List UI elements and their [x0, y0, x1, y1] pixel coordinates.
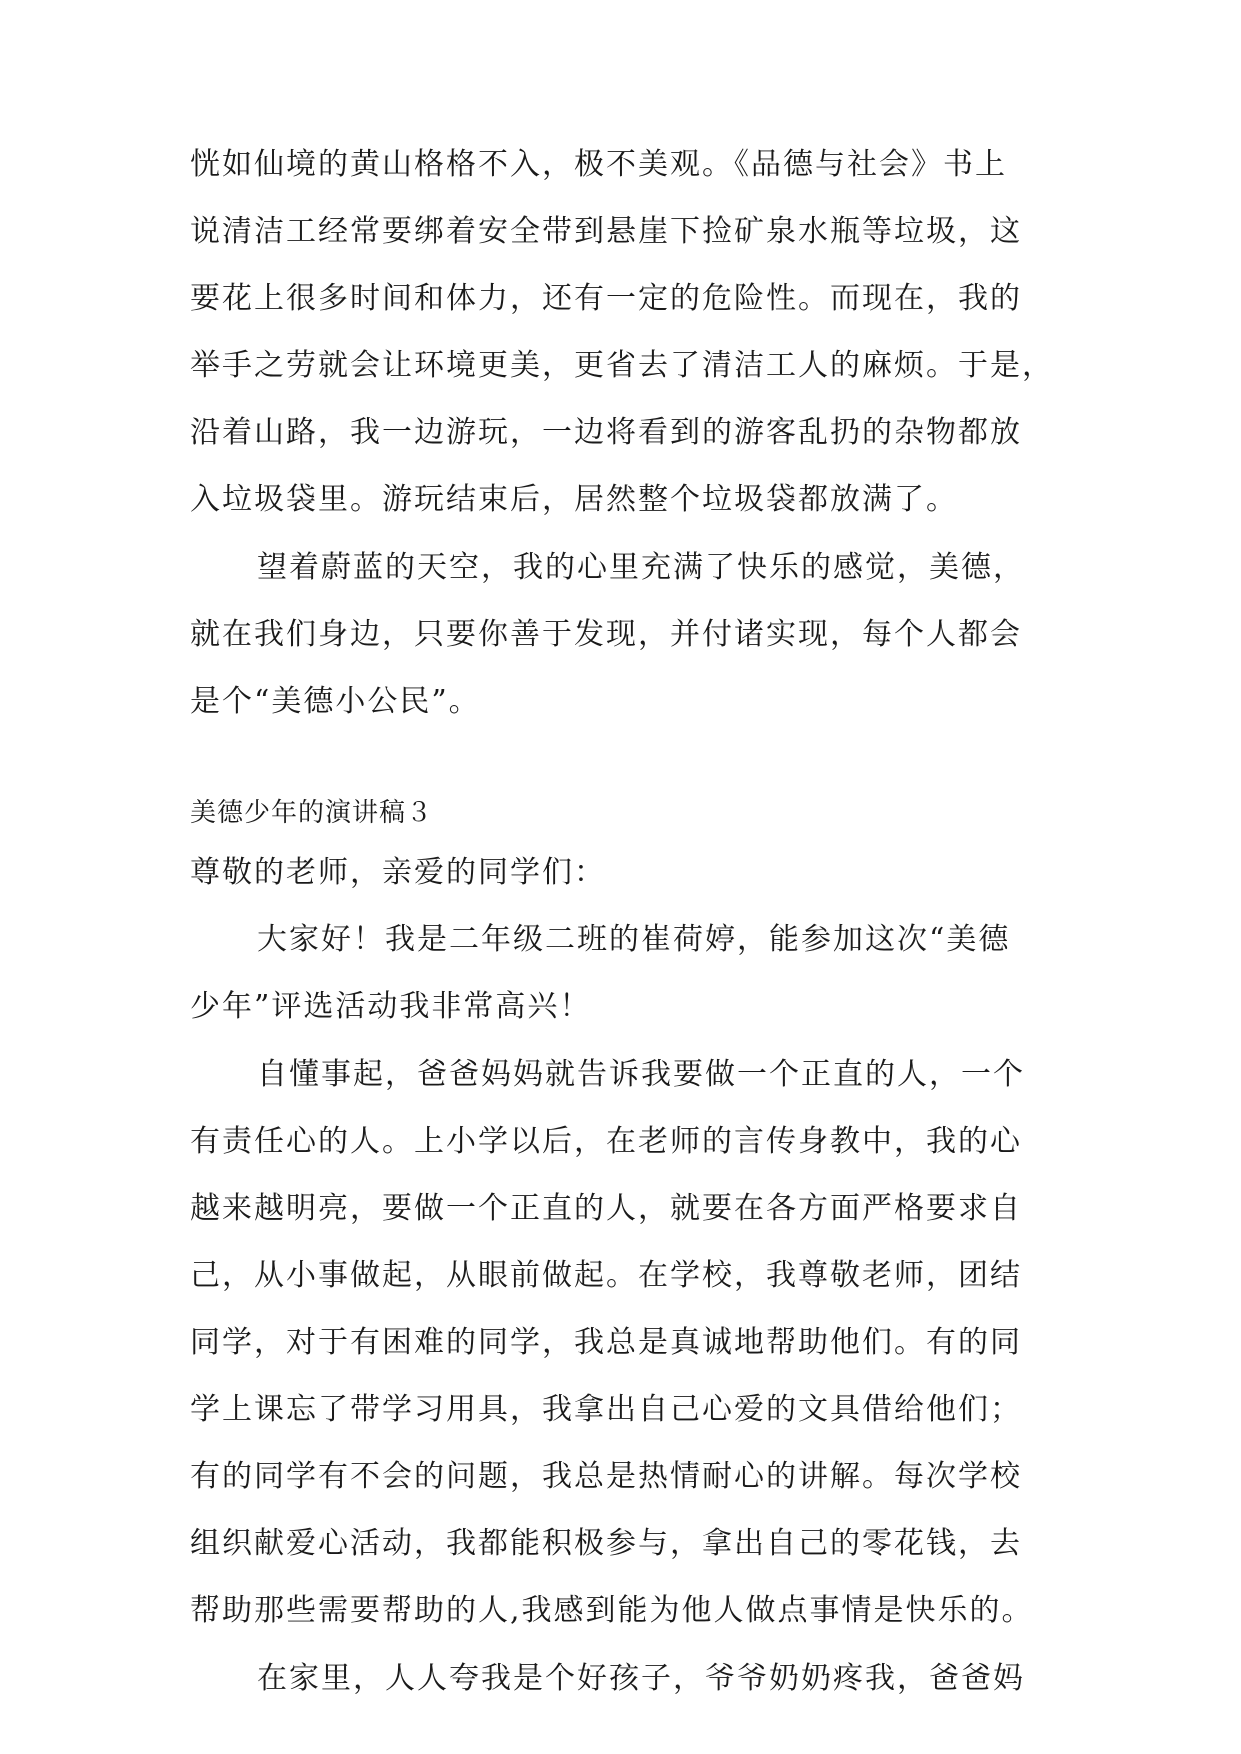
- paragraph-line: 同学，对于有困难的同学，我总是真诚地帮助他们。有的同: [190, 1325, 1022, 1360]
- greeting-line: 尊敬的老师，亲爱的同学们：: [190, 855, 606, 890]
- paragraph-line: 是个“美德小公民”。: [190, 684, 481, 719]
- section-title: 美德少年的演讲稿３: [190, 798, 434, 828]
- paragraph-line: 望着蔚蓝的天空，我的心里充满了快乐的感觉，美德，: [257, 550, 1025, 585]
- paragraph-line: 少年”评选活动我非常高兴！: [190, 989, 592, 1024]
- paragraph-line: 自懂事起，爸爸妈妈就告诉我要做一个正直的人，一个: [257, 1057, 1025, 1092]
- paragraph-line: 说清洁工经常要绑着安全带到悬崖下捡矿泉水瓶等垃圾，这: [190, 214, 1022, 249]
- paragraph-line: 帮助那些需要帮助的人,我感到能为他人做点事情是快乐的。: [190, 1593, 1034, 1628]
- paragraph-line: 有责任心的人。上小学以后，在老师的言传身教中，我的心: [190, 1124, 1022, 1159]
- paragraph-line: 越来越明亮，要做一个正直的人，就要在各方面严格要求自: [190, 1191, 1022, 1226]
- paragraph-line: 入垃圾袋里。游玩结束后，居然整个垃圾袋都放满了。: [190, 482, 958, 517]
- paragraph-line: 大家好！我是二年级二班的崔荷婷，能参加这次“美德: [257, 922, 1011, 957]
- paragraph-line: 沿着山路，我一边游玩，一边将看到的游客乱扔的杂物都放: [190, 415, 1022, 450]
- paragraph-line: 有的同学有不会的问题，我总是热情耐心的讲解。每次学校: [190, 1459, 1022, 1494]
- paragraph-line: 在家里，人人夸我是个好孩子，爷爷奶奶疼我，爸爸妈: [257, 1661, 1025, 1696]
- paragraph-line: 恍如仙境的黄山格格不入，极不美观。《品德与社会》书上: [190, 147, 1007, 182]
- paragraph-line: 就在我们身边，只要你善于发现，并付诸实现，每个人都会: [190, 617, 1022, 652]
- paragraph-line: 组织献爱心活动，我都能积极参与，拿出自己的零花钱，去: [190, 1526, 1022, 1561]
- paragraph-line: 要花上很多时间和体力，还有一定的危险性。而现在，我的: [190, 281, 1022, 316]
- paragraph-line: 学上课忘了带学习用具，我拿出自己心爱的文具借给他们；: [190, 1392, 1022, 1427]
- paragraph-line: 己，从小事做起，从眼前做起。在学校，我尊敬老师，团结: [190, 1258, 1022, 1293]
- paragraph-line: 举手之劳就会让环境更美，更省去了清洁工人的麻烦。于是，: [190, 348, 1054, 383]
